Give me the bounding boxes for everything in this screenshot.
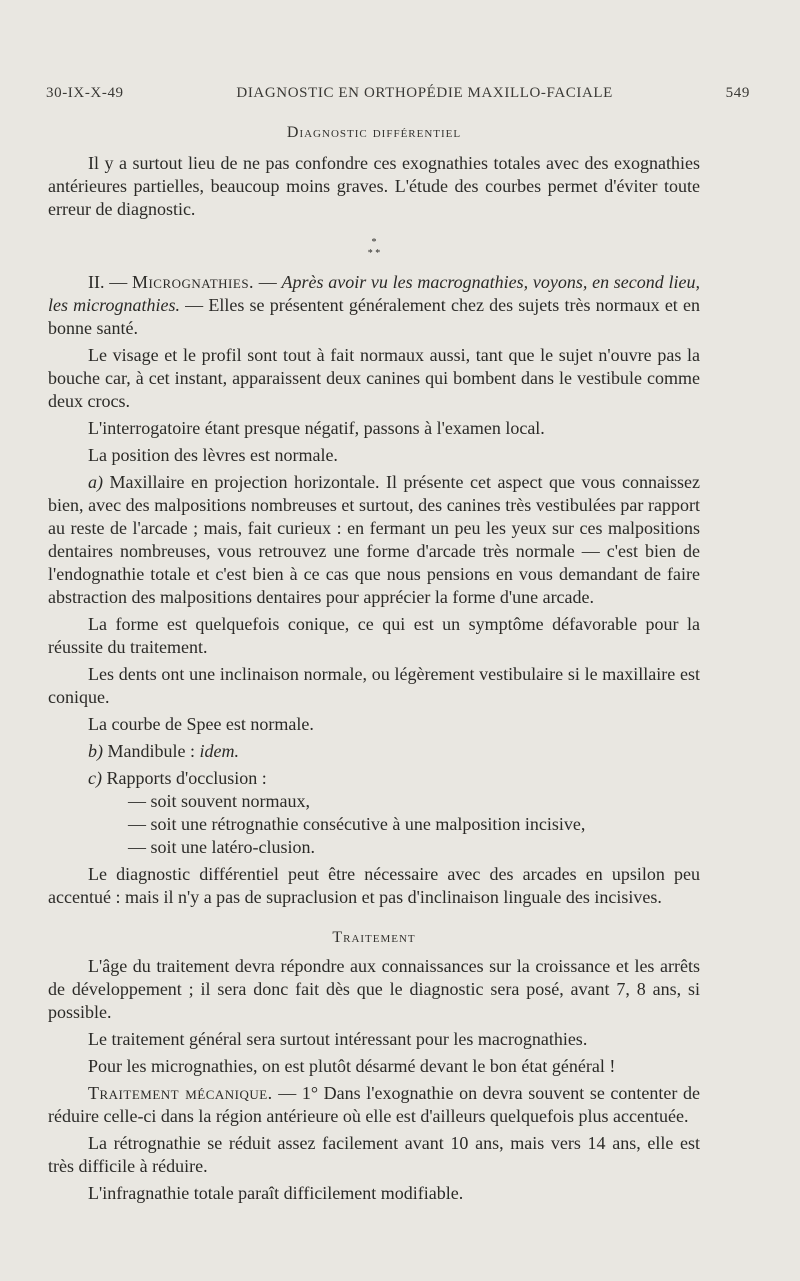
section-numeral: II. — <box>88 272 128 292</box>
item-label-c: c) <box>88 768 102 788</box>
paragraph: La forme est quelquefois conique, ce qui est un symptôme défavorable pour la réussite du traitement. <box>48 614 700 657</box>
dash-list-item: — soit une rétrognathie consécutive à une malposition incisive, <box>128 814 586 834</box>
paragraph: Les dents ont une inclinaison normale, ou légèrement vestibulaire si le maxillaire est conique. <box>48 664 700 707</box>
section-heading-traitement: Traitement <box>332 929 416 946</box>
asterism-top: * <box>371 237 377 248</box>
subsection-text: — 1° Dans l'exognathie on devra souvent se contenter de réduire celle-ci dans la région antérieure où elle est d'ailleurs quelquefois plus accentuée. <box>48 1083 700 1126</box>
dash-list-item: — soit une latéro-clusion. <box>128 837 315 857</box>
paragraph: Le diagnostic différentiel peut être nécessaire avec des arcades en upsilon peu accentué : mais il n'y a pas de supraclusion et pas d'inclinaison linguale des incisives. <box>48 864 700 907</box>
paragraph: L'infragnathie totale paraît difficilement modifiable. <box>88 1183 464 1203</box>
paragraph-item-c <box>48 767 700 790</box>
paragraph: La courbe de Spee est normale. <box>88 714 314 734</box>
paragraph-micrognathies <box>48 271 700 340</box>
paragraph-item-b <box>48 740 700 763</box>
italic-lead: Après avoir vu les macrognathies, voyons, en second lieu, les micrognathies. <box>48 272 700 315</box>
section-title-micrognathies: Micrognathies. <box>131 272 255 292</box>
paragraph: Le visage et le profil sont tout à fait normaux aussi, tant que le sujet n'ouvre pas la bouche car, à cet instant, apparaissent deux canines qui bombent dans le vestibule comme deux crocs. <box>48 345 700 411</box>
paragraph: Pour les micrognathies, on est plutôt désarmé devant le bon état général ! <box>88 1056 616 1076</box>
item-idem: idem. <box>199 741 239 761</box>
asterism <box>48 237 700 259</box>
header-title: DIAGNOSTIC EN ORTHOPÉDIE MAXILLO-FACIALE <box>236 85 613 101</box>
page-body <box>48 124 700 1205</box>
item-text-b: Mandibule : <box>103 741 200 761</box>
subsection-title: Traitement mécanique. <box>88 1083 273 1103</box>
paragraph-traitement-mecanique <box>48 1082 700 1128</box>
paragraph: Il y a surtout lieu de ne pas confondre ces exognathies totales avec des exognathies antérieures partielles, beaucoup moins graves. L'étude des courbes permet d'éviter toute erreur de diagnostic. <box>48 153 700 219</box>
header-date: 30-IX-X-49 <box>46 85 124 101</box>
section-heading-diagnostic: Diagnostic différentiel <box>286 124 462 141</box>
item-label-a: a) <box>88 472 103 492</box>
item-label-b: b) <box>88 741 103 761</box>
dash-list-item: — soit souvent normaux, <box>128 791 310 811</box>
title-separator: — <box>254 272 282 292</box>
paragraph-item-a <box>48 471 700 609</box>
asterism-bottom: * * <box>367 248 381 259</box>
item-text-a: Maxillaire en projection horizontale. Il présente cet aspect que vous connaissez bien, avec des malpositions nombreuses et surtout, des canines très vestibulées par rapport au reste de l'arcade ; mais, fait curieux : en fermant un peu les yeux sur ces malpositions dentaires nombreuses, vous retrouvez une forme d'arcade très normale — c'est bien de l'endognathie totale et c'est bien à ce cas que nous pensions en vous demandant de faire abstraction des malpositions dentaires pour apprécier la forme d'une arcade. <box>48 472 700 607</box>
running-header <box>46 85 750 102</box>
paragraph: Le traitement général sera surtout intéressant pour les macrognathies. <box>88 1029 588 1049</box>
item-text-c: Rapports d'occlusion : <box>101 768 267 788</box>
page-number: 549 <box>725 85 750 101</box>
paragraph: L'âge du traitement devra répondre aux connaissances sur la croissance et les arrêts de développement ; il sera donc fait dès que le diagnostic sera posé, avant 7, 8 ans, si possible. <box>48 956 700 1022</box>
paragraph: La position des lèvres est normale. <box>88 445 338 465</box>
paragraph: La rétrognathie se réduit assez facilement avant 10 ans, mais vers 14 ans, elle est très difficile à réduire. <box>48 1133 700 1176</box>
paragraph: L'interrogatoire étant presque négatif, passons à l'examen local. <box>88 418 545 438</box>
paragraph-rest: — Elles se présentent généralement chez des sujets très normaux et en bonne santé. <box>48 295 700 338</box>
